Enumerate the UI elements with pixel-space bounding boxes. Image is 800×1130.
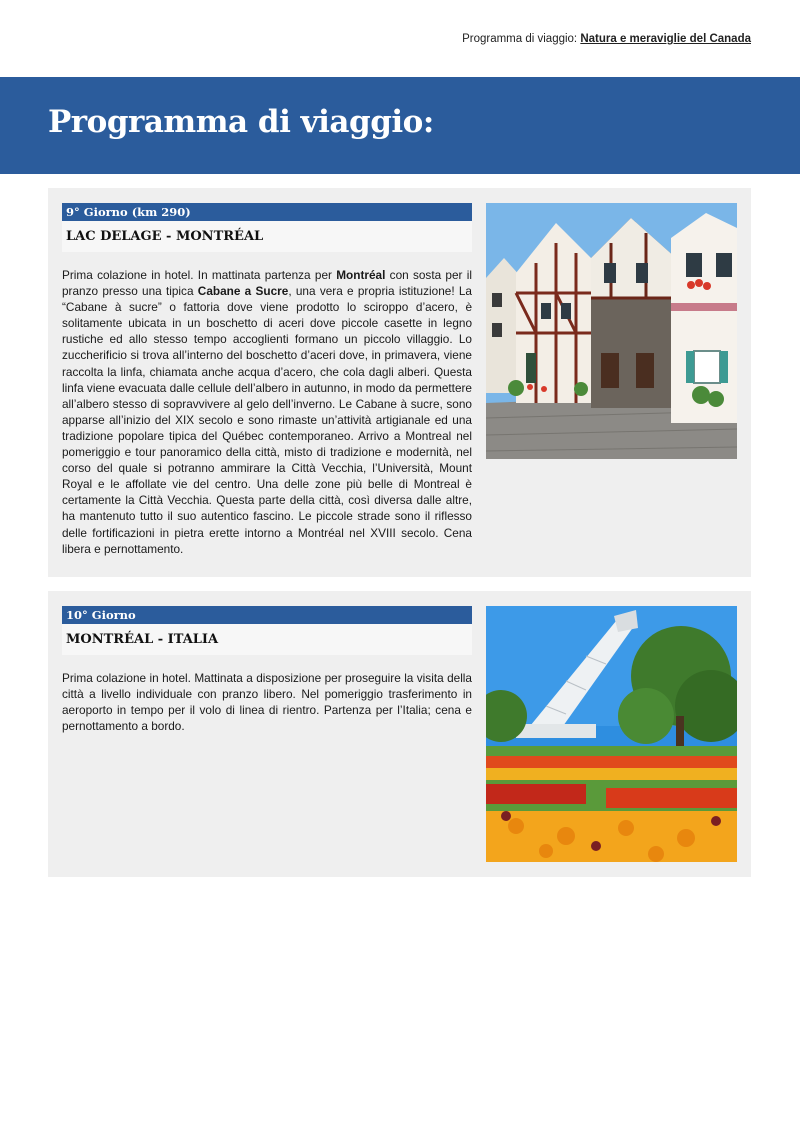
- highlight-montreal: Montréal: [336, 268, 386, 282]
- title-banner: [0, 77, 800, 174]
- day-route: MONTRÉAL - ITALIA: [62, 624, 472, 655]
- header-prefix: Programma di viaggio:: [462, 33, 578, 45]
- day-description: Prima colazione in hotel. Mattinata a disposizione per proseguire la visita della città a livello individuale con pranzo libero. Nel pomeriggio trasferimento in aeroporto in tempo per il volo di linea di rientro. Partenza per l’Italia; cena e pernottamento a bordo.: [62, 671, 472, 734]
- olympic-tower-garden-photo: [486, 606, 737, 862]
- day-description: Prima colazione in hotel. In mattinata partenza per Montréal con sosta per il pranzo presso una tipica Cabane a Sucre, una vera e propria istituzione! La “Cabane à sucre” o fattoria dove viene prodotto lo sciroppo d’acero, è solitamente ubicata in un boschetto di aceri dove piccole casette in legno rustiche ed allo stesso tempo accoglienti formano un piccolo villaggio. Lo zuccherificio si trova all’interno del boschetto d’aceri dove, in primavera, viene raccolta la linfa, chiamata anche acqua d’acero, che cola dagli alberi. Questa linfa viene evacuata dalle cellule dell’albero in autunno, in modo da permettere all’albero stesso di sopravvivere al gelo dell’inverno. Le Cabane à sucre, sono apparse all’inizio del XIX secolo e sono rimaste un’attività artigianale ed una tradizione popolare tipica del Québec contemporaneo. Arrivo a Montreal nel pomeriggio e tour panoramico della città, misto di tradizione e modernità, nel corso del quale si potranno ammirare la Città Vecchia, l’Università, Mount Royal e le affollate vie del centro. Una delle zone più belle di Montreal è certamente la Città Vecchia. Questa parte della città, così diversa dalle altre, ha mantenuto tutto il suo autentico fascino. Le piccole strade sono il riflesso delle fortificazioni in pietra erette intorno a Montréal nel XVIII secolo. Cena libera e pernottamento.: [62, 268, 472, 556]
- page-header: [462, 33, 751, 45]
- page-title: Programma di viaggio:: [48, 104, 434, 140]
- day-route: LAC DELAGE - MONTRÉAL: [62, 221, 472, 252]
- highlight-cabane: Cabane a Sucre: [197, 284, 289, 299]
- day-label: 10° Giorno: [62, 606, 472, 624]
- day-card-9: [48, 188, 751, 577]
- day-card-10: [48, 591, 751, 877]
- trip-name-link[interactable]: Natura e meraviglie del Canada: [580, 33, 751, 45]
- old-town-street-photo: [486, 203, 737, 459]
- day-label: 9° Giorno (km 290): [62, 203, 472, 221]
